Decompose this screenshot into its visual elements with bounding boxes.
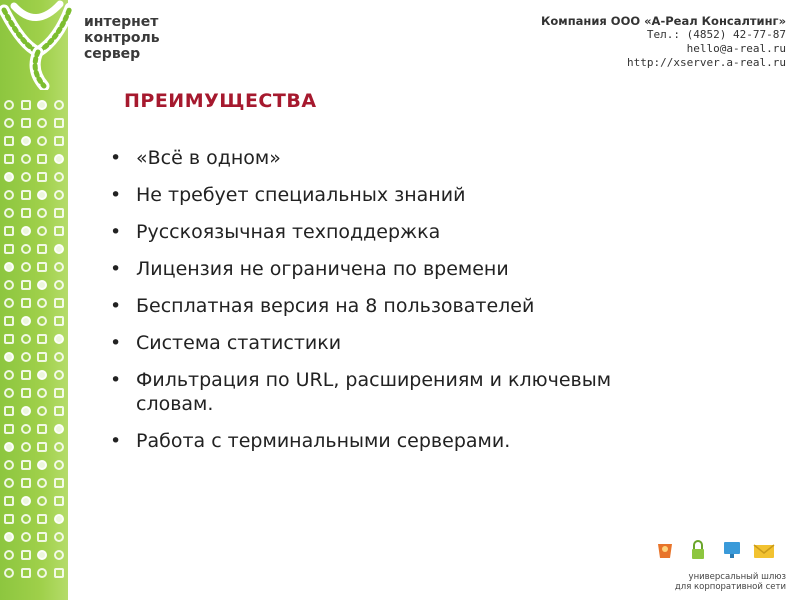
pattern-glyph-icon xyxy=(21,136,31,146)
pattern-glyph-icon xyxy=(37,388,47,398)
pattern-row xyxy=(4,334,64,348)
pattern-glyph-icon xyxy=(37,370,47,380)
pattern-row xyxy=(4,532,64,546)
pattern-glyph-icon xyxy=(4,190,14,200)
pattern-glyph-icon xyxy=(37,100,47,110)
list-item: • Работа с терминальными серверами. xyxy=(106,429,666,453)
pattern-glyph-icon xyxy=(54,262,64,272)
pattern-glyph-icon xyxy=(37,478,47,488)
pattern-glyph-icon xyxy=(54,406,64,416)
pattern-glyph-icon xyxy=(4,496,14,506)
tagline-line-1: универсальный шлюз xyxy=(688,572,786,582)
pattern-glyph-icon xyxy=(37,496,47,506)
pattern-glyph-icon xyxy=(4,370,14,380)
company-phone: Тел.: (4852) 42-77-87 xyxy=(646,28,786,41)
list-item: • Русскоязычная техподдержка xyxy=(106,220,666,244)
pattern-glyph-icon xyxy=(54,532,64,542)
list-item: • Фильтрация по URL, расширениям и ключевым словам. xyxy=(106,368,666,416)
pattern-glyph-icon xyxy=(54,568,64,578)
pattern-glyph-icon xyxy=(4,100,14,110)
logo-line-3: сервер xyxy=(84,46,141,62)
pattern-glyph-icon xyxy=(21,316,31,326)
pattern-glyph-icon xyxy=(54,172,64,182)
pattern-row xyxy=(4,514,64,528)
pattern-glyph-icon xyxy=(4,532,14,542)
pattern-glyph-icon xyxy=(21,352,31,362)
pattern-glyph-icon xyxy=(4,118,14,128)
pattern-glyph-icon xyxy=(54,136,64,146)
pattern-glyph-icon xyxy=(37,244,47,254)
pattern-glyph-icon xyxy=(21,172,31,182)
company-email: hello@a-real.ru xyxy=(686,42,786,55)
logo-line-2: контроль xyxy=(84,30,160,46)
pattern-glyph-icon xyxy=(37,316,47,326)
tagline-line-2: для корпоративной сети xyxy=(674,582,786,592)
pattern-glyph-icon xyxy=(37,226,47,236)
pattern-glyph-icon xyxy=(37,208,47,218)
company-url: http://xserver.a-real.ru xyxy=(627,56,786,69)
pattern-glyph-icon xyxy=(4,280,14,290)
pattern-glyph-icon xyxy=(21,190,31,200)
pattern-glyph-icon xyxy=(37,514,47,524)
pattern-glyph-icon xyxy=(21,424,31,434)
pattern-glyph-icon xyxy=(37,172,47,182)
pattern-glyph-icon xyxy=(54,478,64,488)
pattern-glyph-icon xyxy=(37,280,47,290)
pattern-glyph-icon xyxy=(4,334,14,344)
pattern-row xyxy=(4,352,64,366)
slide-title: ПРЕИМУЩЕСТВА xyxy=(124,90,317,112)
pattern-glyph-icon xyxy=(21,154,31,164)
pattern-glyph-icon xyxy=(21,460,31,470)
pattern-glyph-icon xyxy=(21,550,31,560)
pattern-glyph-icon xyxy=(54,442,64,452)
pattern-glyph-icon xyxy=(21,226,31,236)
footer-icons xyxy=(654,538,784,562)
pattern-glyph-icon xyxy=(4,262,14,272)
pattern-glyph-icon xyxy=(21,280,31,290)
pattern-glyph-icon xyxy=(54,460,64,470)
pattern-glyph-icon xyxy=(4,424,14,434)
pattern-glyph-icon xyxy=(4,136,14,146)
pattern-row xyxy=(4,478,64,492)
pattern-glyph-icon xyxy=(4,352,14,362)
pattern-glyph-icon xyxy=(54,370,64,380)
pattern-glyph-icon xyxy=(37,298,47,308)
pattern-glyph-icon xyxy=(21,100,31,110)
pattern-glyph-icon xyxy=(54,550,64,560)
pattern-row xyxy=(4,154,64,168)
pattern-glyph-icon xyxy=(37,262,47,272)
pattern-glyph-icon xyxy=(37,460,47,470)
decorative-green-strip xyxy=(0,0,68,600)
logo-line-1: интернет xyxy=(84,14,159,30)
pattern-row xyxy=(4,568,64,582)
pattern-row xyxy=(4,496,64,510)
pattern-row xyxy=(4,208,64,222)
pattern-glyph-icon xyxy=(21,496,31,506)
pattern-glyph-icon xyxy=(4,514,14,524)
pattern-glyph-icon xyxy=(54,388,64,398)
pattern-glyph-icon xyxy=(54,352,64,362)
pattern-glyph-icon xyxy=(21,208,31,218)
pattern-glyph-icon xyxy=(54,118,64,128)
pattern-glyph-icon xyxy=(21,298,31,308)
pattern-glyph-icon xyxy=(21,370,31,380)
list-item: • Система статистики xyxy=(106,331,666,355)
pattern-glyph-icon xyxy=(21,568,31,578)
pattern-glyph-icon xyxy=(4,316,14,326)
pattern-row xyxy=(4,226,64,240)
pattern-glyph-icon xyxy=(37,424,47,434)
pattern-row xyxy=(4,262,64,276)
pattern-glyph-icon xyxy=(4,478,14,488)
logo-text xyxy=(84,14,160,62)
pattern-glyph-icon xyxy=(4,226,14,236)
pattern-glyph-icon xyxy=(4,154,14,164)
pattern-row xyxy=(4,388,64,402)
pattern-glyph-icon xyxy=(37,550,47,560)
pattern-glyph-icon xyxy=(54,154,64,164)
pattern-glyph-icon xyxy=(21,118,31,128)
pattern-glyph-icon xyxy=(54,190,64,200)
pattern-glyph-icon xyxy=(54,280,64,290)
list-item: • «Всё в одном» xyxy=(106,146,666,170)
company-name: Компания ООО «А-Реал Консалтинг» xyxy=(541,14,786,28)
pattern-glyph-icon xyxy=(54,316,64,326)
pattern-glyph-icon xyxy=(37,118,47,128)
pattern-glyph-icon xyxy=(4,208,14,218)
advantages-list xyxy=(106,146,666,466)
pattern-glyph-icon xyxy=(4,298,14,308)
pattern-glyph-icon xyxy=(37,532,47,542)
list-item: • Лицензия не ограничена по времени xyxy=(106,257,666,281)
pattern-glyph-icon xyxy=(21,532,31,542)
list-item: • Не требует специальных знаний xyxy=(106,183,666,207)
pattern-row xyxy=(4,406,64,420)
pattern-glyph-icon xyxy=(37,154,47,164)
pattern-glyph-icon xyxy=(4,172,14,182)
pattern-row xyxy=(4,550,64,564)
pattern-glyph-icon xyxy=(37,568,47,578)
icon-pattern xyxy=(4,100,64,586)
pattern-glyph-icon xyxy=(21,244,31,254)
iks-logo-icon xyxy=(0,0,80,90)
pattern-glyph-icon xyxy=(37,442,47,452)
pattern-glyph-icon xyxy=(21,334,31,344)
pattern-glyph-icon xyxy=(37,352,47,362)
pattern-glyph-icon xyxy=(54,514,64,524)
pattern-glyph-icon xyxy=(21,388,31,398)
pattern-row xyxy=(4,370,64,384)
pattern-glyph-icon xyxy=(54,424,64,434)
pattern-glyph-icon xyxy=(21,406,31,416)
pattern-row xyxy=(4,460,64,474)
pattern-glyph-icon xyxy=(54,100,64,110)
pattern-glyph-icon xyxy=(37,190,47,200)
pattern-glyph-icon xyxy=(4,244,14,254)
company-contacts xyxy=(541,14,786,70)
pattern-row xyxy=(4,136,64,150)
pattern-row xyxy=(4,100,64,114)
monitor-icon xyxy=(724,542,740,558)
pattern-glyph-icon xyxy=(54,496,64,506)
pattern-glyph-icon xyxy=(54,334,64,344)
pattern-glyph-icon xyxy=(4,550,14,560)
pattern-glyph-icon xyxy=(21,514,31,524)
pattern-glyph-icon xyxy=(37,334,47,344)
footer-tagline xyxy=(675,572,786,592)
pattern-glyph-icon xyxy=(54,208,64,218)
pattern-glyph-icon xyxy=(21,262,31,272)
pattern-row xyxy=(4,424,64,438)
pattern-row xyxy=(4,298,64,312)
pattern-glyph-icon xyxy=(21,478,31,488)
pattern-glyph-icon xyxy=(4,388,14,398)
pattern-glyph-icon xyxy=(37,136,47,146)
pattern-row xyxy=(4,280,64,294)
list-item: • Бесплатная версия на 8 пользователей xyxy=(106,294,666,318)
pattern-row xyxy=(4,244,64,258)
mail-icon xyxy=(754,545,774,558)
firewall-icon xyxy=(658,544,672,558)
pattern-row xyxy=(4,118,64,132)
pattern-glyph-icon xyxy=(4,406,14,416)
lock-icon xyxy=(692,541,704,559)
pattern-glyph-icon xyxy=(37,406,47,416)
pattern-glyph-icon xyxy=(54,244,64,254)
pattern-row xyxy=(4,442,64,456)
pattern-glyph-icon xyxy=(4,442,14,452)
pattern-glyph-icon xyxy=(54,298,64,308)
pattern-glyph-icon xyxy=(4,568,14,578)
pattern-row xyxy=(4,172,64,186)
pattern-glyph-icon xyxy=(4,460,14,470)
pattern-row xyxy=(4,190,64,204)
pattern-glyph-icon xyxy=(54,226,64,236)
pattern-glyph-icon xyxy=(21,442,31,452)
pattern-row xyxy=(4,316,64,330)
